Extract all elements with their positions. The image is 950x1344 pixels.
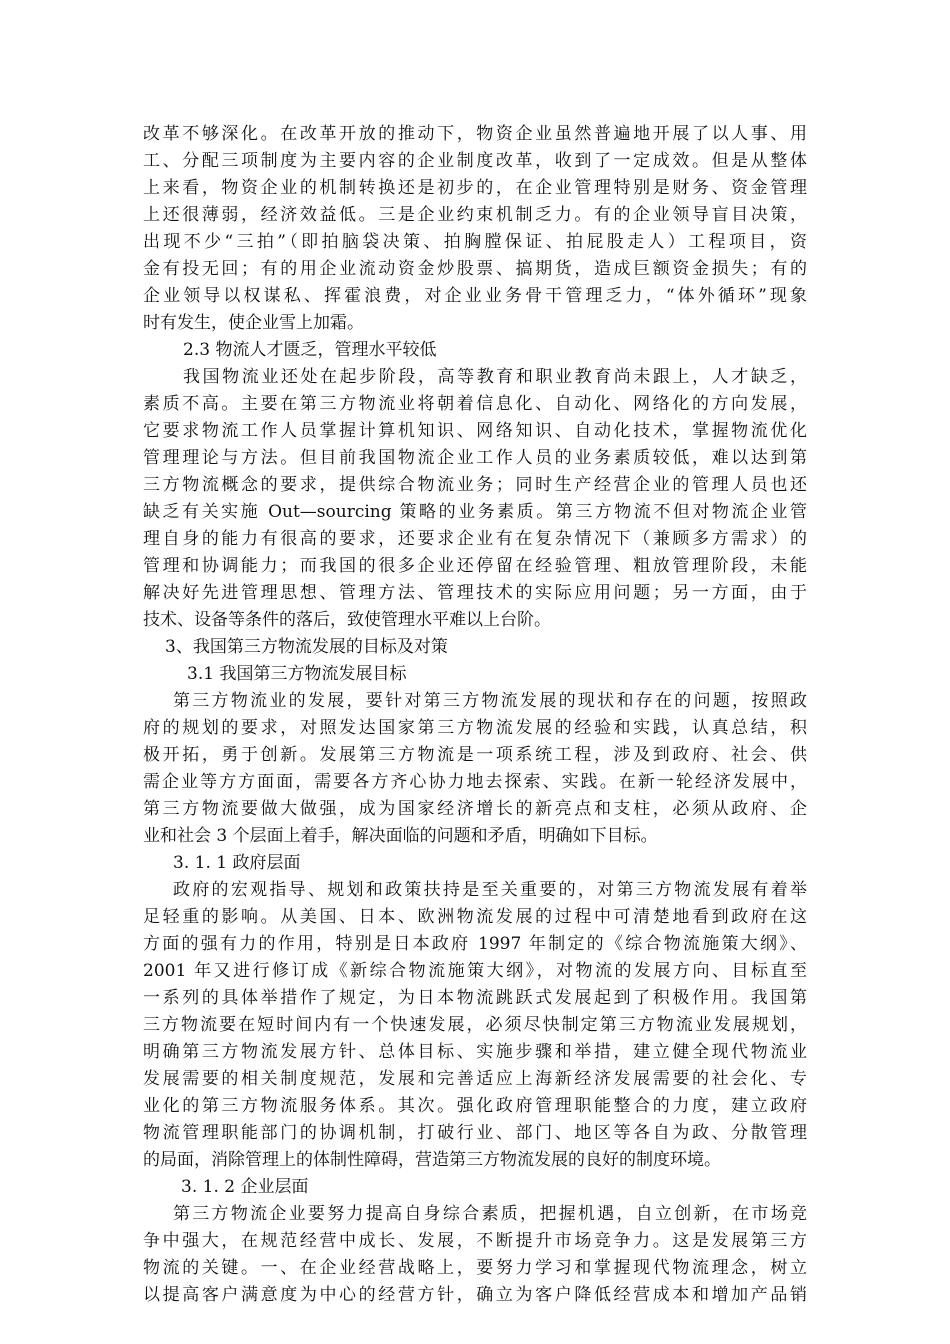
- text-line: 争中强大，在规范经营中成长、发展，不断提升市场竞争力。这是发展第三方: [143, 1231, 807, 1251]
- text-line: 金有投无回；有的用企业流动资金炒股票、搞期货，造成巨额资金损失；有的: [143, 259, 807, 279]
- text-line: 物流管理职能部门的协调机制，打破行业、部门、地区等各自为政、分散管理: [143, 1123, 807, 1143]
- text-line: 出现不少“三拍”（即拍脑袋决策、拍胸膛保证、拍屁股走人）工程项目，资: [143, 232, 807, 252]
- text-line: 以提高客户满意度为中心的经营方针，确立为客户降低经营成本和增加产品销: [143, 1285, 807, 1305]
- text-line: 的局面，消除管理上的体制性障碍，营造第三方物流发展的良好的制度环境。: [143, 1150, 721, 1170]
- text-line: 企业领导以权谋私、挥霍浪费，对企业业务骨干管理乏力，“体外循环”现象: [143, 286, 807, 306]
- text-line: 管理和协调能力；而我国的很多企业还停留在经验管理、粗放管理阶段，未能: [143, 556, 807, 576]
- text-line: 一系列的具体举措作了规定，为日本物流跳跃式发展起到了积极作用。我国第: [143, 988, 807, 1008]
- text-line: 明确第三方物流发展方针、总体目标、实施步骤和举措，建立健全现代物流业: [143, 1042, 807, 1062]
- text-line: 三方物流要在短时间内有一个快速发展，必须尽快制定第三方物流业发展规划，: [143, 1015, 807, 1035]
- text-line: 2001 年又进行修订成《新综合物流施策大纲》，对物流的发展方向、目标直至: [143, 961, 807, 981]
- section-heading: 3、我国第三方物流发展的目标及对策: [165, 637, 448, 657]
- text-line: 改革不够深化。在改革开放的推动下，物资企业虽然普遍地开展了以人事、用: [143, 124, 807, 144]
- text-line: 政府的宏观指导、规划和政策扶持是至关重要的，对第三方物流发展有着举: [173, 880, 807, 900]
- text-line: 方面的强有力的作用，特别是日本政府 1997 年制定的《综合物流施策大纲》、: [143, 934, 807, 954]
- text-line: 第三方物流企业要努力提高自身综合素质，把握机遇，自立创新，在市场竞: [173, 1204, 807, 1224]
- text-line: 足轻重的影响。从美国、日本、欧洲物流发展的过程中可清楚地看到政府在这: [143, 907, 807, 927]
- text-line: 管理理论与方法。但目前我国物流企业工作人员的业务素质较低，难以达到第: [143, 448, 807, 468]
- text-line: 业化的第三方物流服务体系。其次。强化政府管理职能整合的力度，建立政府: [143, 1096, 807, 1116]
- text-line: 工、分配三项制度为主要内容的企业制度改革，收到了一定成效。但是从整体: [143, 151, 807, 171]
- subsection-heading: 3. 1. 1 政府层面: [173, 853, 301, 873]
- text-line: 理自身的能力有很高的要求，还要求企业有在复杂情况下（兼顾多方需求）的: [143, 529, 807, 549]
- text-line: 第三方物流业的发展，要针对第三方物流发展的现状和存在的问题，按照政: [173, 691, 807, 711]
- text-line: 我国物流业还处在起步阶段，高等教育和职业教育尚未跟上，人才缺乏，: [183, 367, 807, 387]
- text-line: 解决好先进管理思想、管理方法、管理技术的实际应用问题；另一方面，由于: [143, 583, 807, 603]
- section-heading: 2.3 物流人才匮乏，管理水平较低: [183, 340, 437, 360]
- text-line: 时有发生，使企业雪上加霜。: [143, 313, 364, 333]
- text-line: 物流的关键。一、在企业经营战略上，要努力学习和掌握现代物流理念，树立: [143, 1258, 807, 1278]
- text-line: 它要求物流工作人员掌握计算机知识、网络知识、自动化技术，掌握物流优化: [143, 421, 807, 441]
- text-line: 上还很薄弱，经济效益低。三是企业约束机制乏力。有的企业领导盲目决策，: [143, 205, 807, 225]
- text-line: 技术、设备等条件的落后，致使管理水平难以上台阶。: [143, 610, 551, 630]
- text-line: 第三方物流要做大做强，成为国家经济增长的新亮点和支柱，必须从政府、企: [143, 799, 807, 819]
- text-line: 府的规划的要求，对照发达国家第三方物流发展的经验和实践，认真总结，积: [143, 718, 807, 738]
- subsection-heading: 3. 1. 2 企业层面: [181, 1177, 309, 1197]
- text-line: 极开拓，勇于创新。发展第三方物流是一项系统工程，涉及到政府、社会、供: [143, 745, 807, 765]
- text-line: 缺乏有关实施 Out—sourcing 策略的业务素质。第三方物流不但对物流企业管: [143, 502, 807, 522]
- subsection-heading: 3.1 我国第三方物流发展目标: [187, 664, 407, 684]
- text-line: 业和社会 3 个层面上着手，解决面临的问题和矛盾，明确如下目标。: [143, 826, 658, 846]
- text-line: 需企业等方方面面，需要各方齐心协力地去探索、实践。在新一轮经济发展中，: [143, 772, 807, 792]
- text-line: 素质不高。主要在第三方物流业将朝着信息化、自动化、网络化的方向发展，: [143, 394, 807, 414]
- text-line: 发展需要的相关制度规范，发展和完善适应上海新经济发展需要的社会化、专: [143, 1069, 807, 1089]
- text-line: 上来看，物资企业的机制转换还是初步的，在企业管理特别是财务、资金管理: [143, 178, 807, 198]
- body-text: [143, 121, 807, 1309]
- text-line: 三方物流概念的要求，提供综合物流业务；同时生产经营企业的管理人员也还: [143, 475, 807, 495]
